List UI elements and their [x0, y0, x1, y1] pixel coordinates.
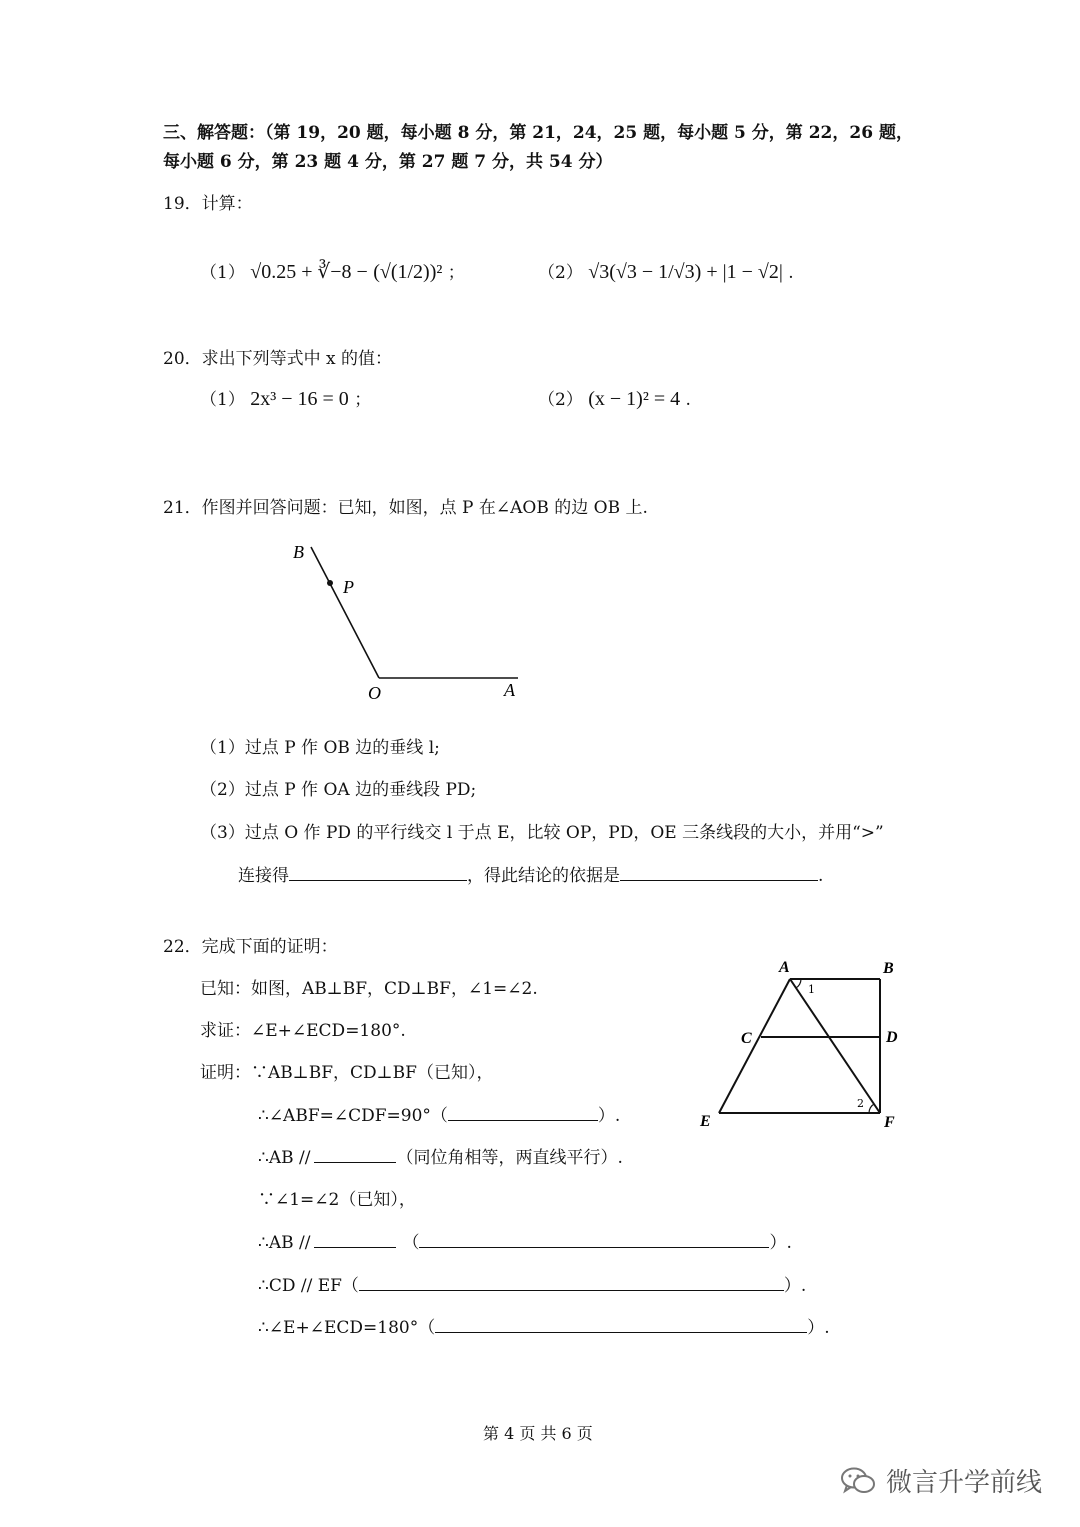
label-c: C: [741, 1030, 752, 1047]
q22-step3: ∵∠1=∠2（已知），: [258, 1190, 416, 1210]
q21-part2: （2）过点 P 作 OA 边的垂线段 PD;: [200, 780, 477, 800]
section-header-line1: 三、解答题：（第 19，20 题，每小题 8 分，第 21，24，25 题，每小题 5 分，第 22，26 题，: [163, 123, 913, 143]
q21-part3-cont-a: 连接得: [238, 866, 289, 886]
q19-part1: [200, 258, 465, 284]
q19-part1-expr-b: (√(1/2))²: [373, 261, 443, 283]
q20-part2-expr: (x − 1)² = 4: [588, 388, 681, 410]
q22-step1-b: ）.: [597, 1106, 621, 1126]
label-b: B: [883, 960, 894, 977]
q22-proof-start: 证明：∵AB⊥BF，CD⊥BF（已知），: [200, 1063, 494, 1083]
q22-given: 已知：如图，AB⊥BF，CD⊥BF，∠1=∠2.: [200, 979, 538, 999]
q20-part2-end: .: [685, 390, 691, 410]
q22-step5-b: ）.: [783, 1276, 807, 1296]
label-angle-2: 2: [857, 1097, 864, 1110]
label-b: B: [293, 542, 304, 562]
label-f: F: [884, 1114, 895, 1131]
q22-stem: 22．完成下面的证明：: [163, 937, 338, 957]
q22-prove: 求证：∠E+∠ECD=180°.: [200, 1021, 406, 1041]
q21-part3-cont-end: .: [818, 866, 824, 886]
answer-blank[interactable]: [314, 1231, 396, 1248]
angle-2-arc: [869, 1104, 874, 1113]
q22-step4-b: （: [402, 1233, 420, 1253]
q22-step6: [258, 1313, 830, 1338]
q21-part3-cont-b: ，得此结论的依据是: [467, 866, 620, 886]
q20-part1-end: ；: [354, 390, 372, 410]
answer-blank[interactable]: [289, 864, 467, 881]
section-header-line2: 每小题 6 分，第 23 题 4 分，第 27 题 7 分，共 54 分）: [163, 152, 613, 172]
q21-angle-figure: [280, 535, 540, 710]
q21-part3-cont: [238, 861, 823, 886]
watermark: [840, 1462, 1042, 1499]
q21-part3: （3）过点 O 作 PD 的平行线交 l 于点 E，比较 OP，PD，OE 三条线段的大小，并用“>”: [200, 823, 884, 843]
q19-part2-expr: √3(√3 − 1/√3) + |1 − √2|: [588, 261, 783, 283]
q22-step1-a: ∴∠ABF=∠CDF=90°（: [258, 1106, 448, 1126]
q22-step4-c: ）.: [769, 1233, 792, 1253]
q20-part2-label: （2）: [538, 390, 583, 410]
answer-blank[interactable]: [435, 1316, 807, 1333]
answer-blank[interactable]: [314, 1146, 396, 1163]
q22-step1: [258, 1101, 620, 1126]
q20-stem: 20．求出下列等式中 x 的值：: [163, 349, 393, 369]
point-p: [327, 580, 333, 586]
label-d: D: [886, 1029, 898, 1046]
q19-part2-label: （2）: [538, 263, 583, 283]
q21-stem: 21．作图并回答问题：已知，如图，点 P 在∠AOB 的边 OB 上.: [163, 498, 648, 518]
q22-step5: [258, 1271, 806, 1296]
ray-ob: [311, 547, 379, 678]
answer-blank[interactable]: [419, 1231, 769, 1248]
q19-part1-end: ；: [447, 263, 465, 283]
label-a: A: [504, 680, 515, 700]
q20-part2: [538, 385, 691, 411]
label-o: O: [368, 683, 381, 703]
angle-1-arc: [796, 979, 801, 988]
page-footer: 第 4 页 共 6 页: [483, 1424, 593, 1443]
q22-step6-b: ）.: [807, 1318, 830, 1338]
label-p: P: [343, 577, 354, 597]
q22-step2-b: （同位角相等，两直线平行）.: [396, 1148, 623, 1168]
wechat-icon: [840, 1466, 876, 1496]
q22-step2-a: ∴AB //: [258, 1148, 311, 1168]
segment-af: [790, 979, 880, 1113]
q19-part1-expr-a: √0.25 + ∛−8 −: [250, 261, 368, 283]
label-angle-1: 1: [808, 983, 815, 996]
q19-part1-label: （1）: [200, 263, 245, 283]
q22-step4: [258, 1228, 792, 1253]
q21-part1: （1）过点 P 作 OB 边的垂线 l;: [200, 738, 440, 758]
q20-part1: [200, 385, 371, 411]
label-e: E: [700, 1113, 711, 1130]
answer-blank[interactable]: [620, 864, 818, 881]
q22-step2: [258, 1143, 623, 1168]
watermark-text: 微言升学前线: [886, 1468, 1043, 1498]
q19-part2-end: .: [788, 263, 794, 283]
q20-part1-expr: 2x³ − 16 = 0: [250, 388, 349, 410]
q22-step5-a: ∴CD // EF（: [258, 1276, 359, 1296]
segment-ae: [719, 979, 790, 1113]
q22-step4-a: ∴AB //: [258, 1233, 311, 1253]
q22-trapezoid-figure: [690, 955, 920, 1135]
q19-stem: 19．计算：: [163, 194, 253, 214]
answer-blank[interactable]: [359, 1274, 784, 1291]
q19-part2: [538, 258, 794, 284]
label-a: A: [779, 959, 790, 976]
q20-part1-label: （1）: [200, 390, 245, 410]
q22-step6-a: ∴∠E+∠ECD=180°（: [258, 1318, 436, 1338]
answer-blank[interactable]: [448, 1104, 598, 1121]
